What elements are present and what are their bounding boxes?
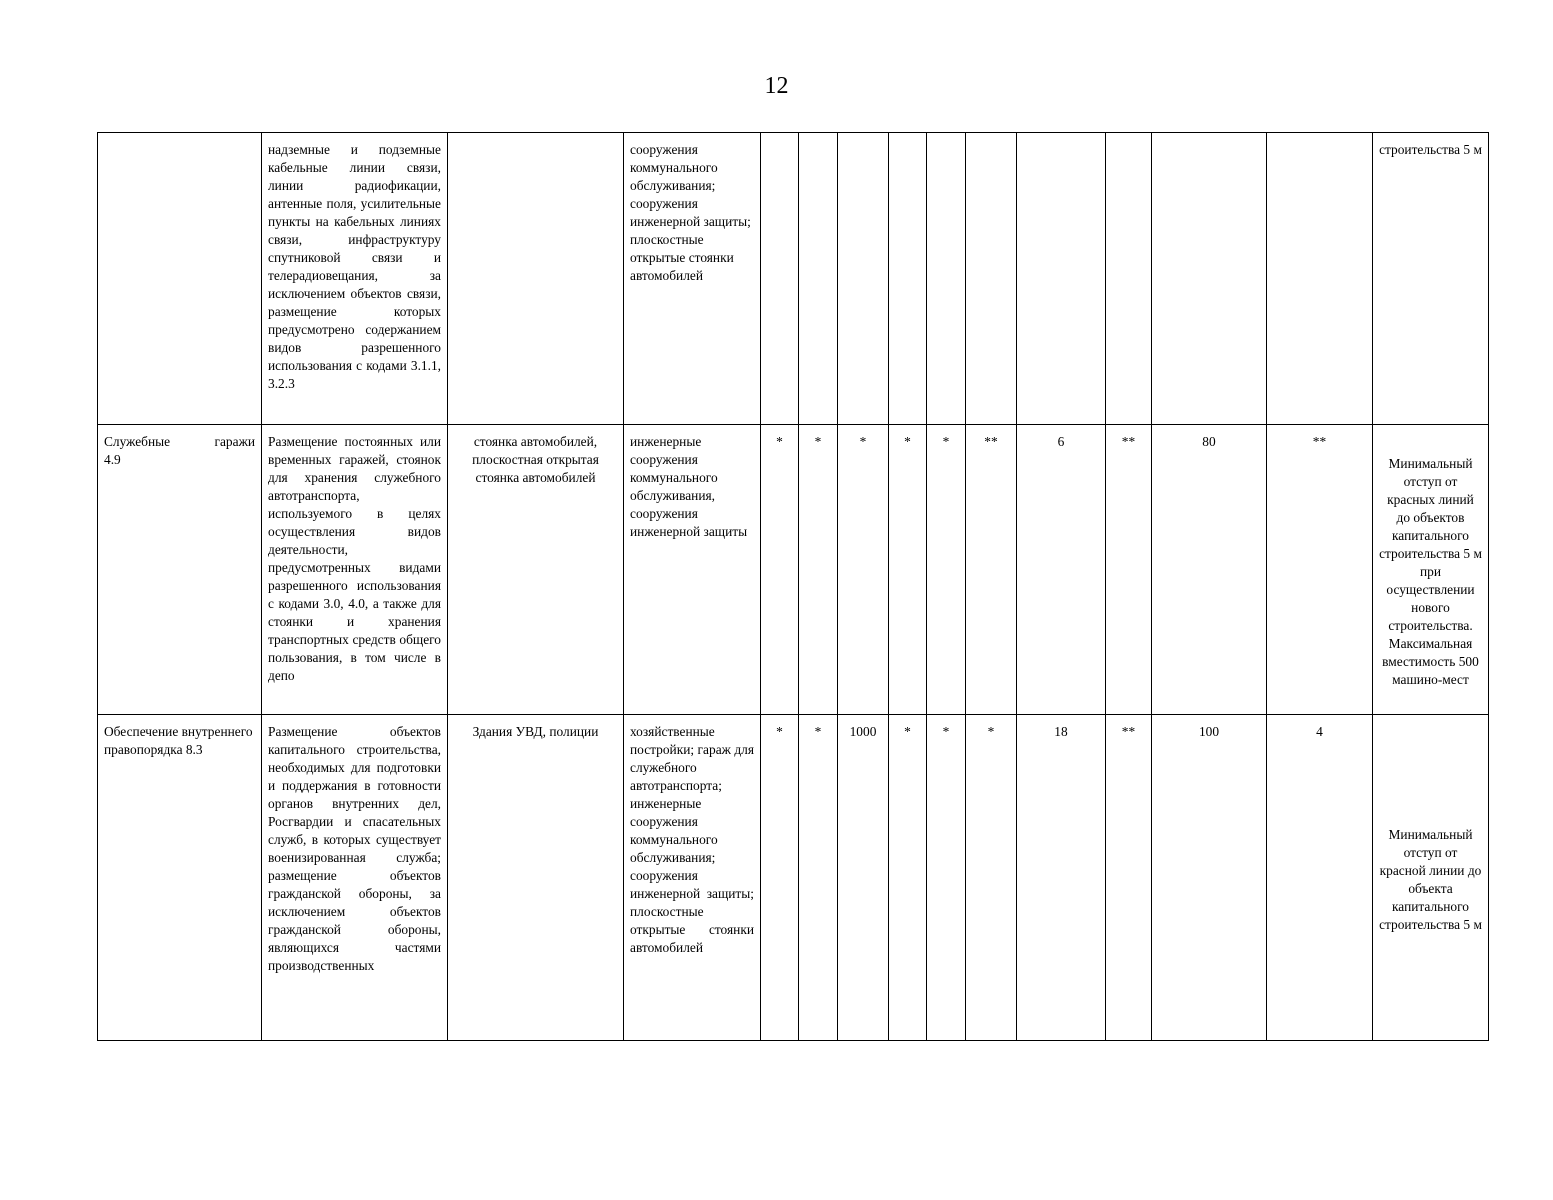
- use-description-cell: Размещение объектов капитального строительства, необходимых для подготовки и поддержания в готовности органов внутренних дел, Росгвардии и спасательных служб, в которых существует военизированная служба; размещение объектов гражданской обороны, за исключением объектов гражданской обороны, являющихся частями производственных: [262, 715, 448, 1041]
- table-row: [98, 133, 1489, 425]
- use-name-cell: [98, 133, 262, 425]
- param-cell-2: *: [799, 715, 838, 1041]
- param-cell-6: *: [966, 715, 1017, 1041]
- param-cell-8: **: [1106, 425, 1152, 715]
- note-cell: Минимальный отступ от красных линий до объектов капитального строительства 5 м при осуществлении нового строительства. Максимальная вместимость 500 машино-мест: [1373, 425, 1489, 715]
- param-cell-4: *: [889, 425, 927, 715]
- param-cell-8: **: [1106, 715, 1152, 1041]
- use-description-cell: надземные и подземные кабельные линии связи, линии радиофикации, антенные поля, усилительные пункты на кабельных линиях связи, инфраструктуру спутниковой связи и телерадиовещания, за исключением объектов связи, размещение которых предусмотрено содержанием видов разрешенного использования с кодами 3.1.1, 3.2.3: [262, 133, 448, 425]
- table-row: [98, 425, 1489, 715]
- conditional-uses-cell: стоянка автомобилей, плоскостная открытая стоянка автомобилей: [448, 425, 624, 715]
- param-cell-9: 80: [1152, 425, 1267, 715]
- param-cell-3: *: [838, 425, 889, 715]
- param-cell-9: 100: [1152, 715, 1267, 1041]
- param-cell-9: [1152, 133, 1267, 425]
- auxiliary-uses-cell: инженерные сооружения коммунального обслуживания, сооружения инженерной защиты: [624, 425, 761, 715]
- use-description-cell: Размещение постоянных или временных гаражей, стоянок для хранения служебного автотранспорта, используемого в целях осуществления видов деятельности, предусмотренных видами разрешенного использования с кодами 3.0, 4.0, а также для стоянки и хранения транспортных средств общего пользования, в том числе в депо: [262, 425, 448, 715]
- param-cell-6: [966, 133, 1017, 425]
- param-cell-3: [838, 133, 889, 425]
- param-cell-7: 6: [1017, 425, 1106, 715]
- param-cell-1: *: [761, 715, 799, 1041]
- param-cell-4: [889, 133, 927, 425]
- use-name-cell: Обеспечение внутреннего правопорядка 8.3: [98, 715, 262, 1041]
- param-cell-8: [1106, 133, 1152, 425]
- auxiliary-uses-cell: сооружения коммунального обслуживания; сооружения инженерной защиты; плоскостные открытые стоянки автомобилей: [624, 133, 761, 425]
- conditional-uses-cell: Здания УВД, полиции: [448, 715, 624, 1041]
- param-cell-10: 4: [1267, 715, 1373, 1041]
- param-cell-10: [1267, 133, 1373, 425]
- param-cell-7: [1017, 133, 1106, 425]
- param-cell-1: *: [761, 425, 799, 715]
- param-cell-2: *: [799, 425, 838, 715]
- param-cell-4: *: [889, 715, 927, 1041]
- note-cell: Минимальный отступ от красной линии до объекта капитального строительства 5 м: [1373, 715, 1489, 1041]
- param-cell-2: [799, 133, 838, 425]
- use-name-cell: [98, 425, 262, 715]
- param-cell-10: **: [1267, 425, 1373, 715]
- auxiliary-uses-cell: хозяйственные постройки; гараж для служебного автотранспорта; инженерные сооружения коммунального обслуживания; сооружения инженерной защиты; плоскостные открытые стоянки автомобилей: [624, 715, 761, 1041]
- table-row: [98, 715, 1489, 1041]
- page-number: 12: [764, 73, 789, 99]
- param-cell-5: [927, 133, 966, 425]
- param-cell-7: 18: [1017, 715, 1106, 1041]
- param-cell-6: **: [966, 425, 1017, 715]
- conditional-uses-cell: [448, 133, 624, 425]
- param-cell-1: [761, 133, 799, 425]
- param-cell-3: 1000: [838, 715, 889, 1041]
- note-cell: строительства 5 м: [1373, 133, 1489, 425]
- param-cell-5: *: [927, 715, 966, 1041]
- use-code-text: 4.9: [104, 452, 121, 467]
- param-cell-5: *: [927, 425, 966, 715]
- regulations-table: [97, 132, 1489, 1041]
- use-name-text: Служебные гаражи: [104, 434, 255, 449]
